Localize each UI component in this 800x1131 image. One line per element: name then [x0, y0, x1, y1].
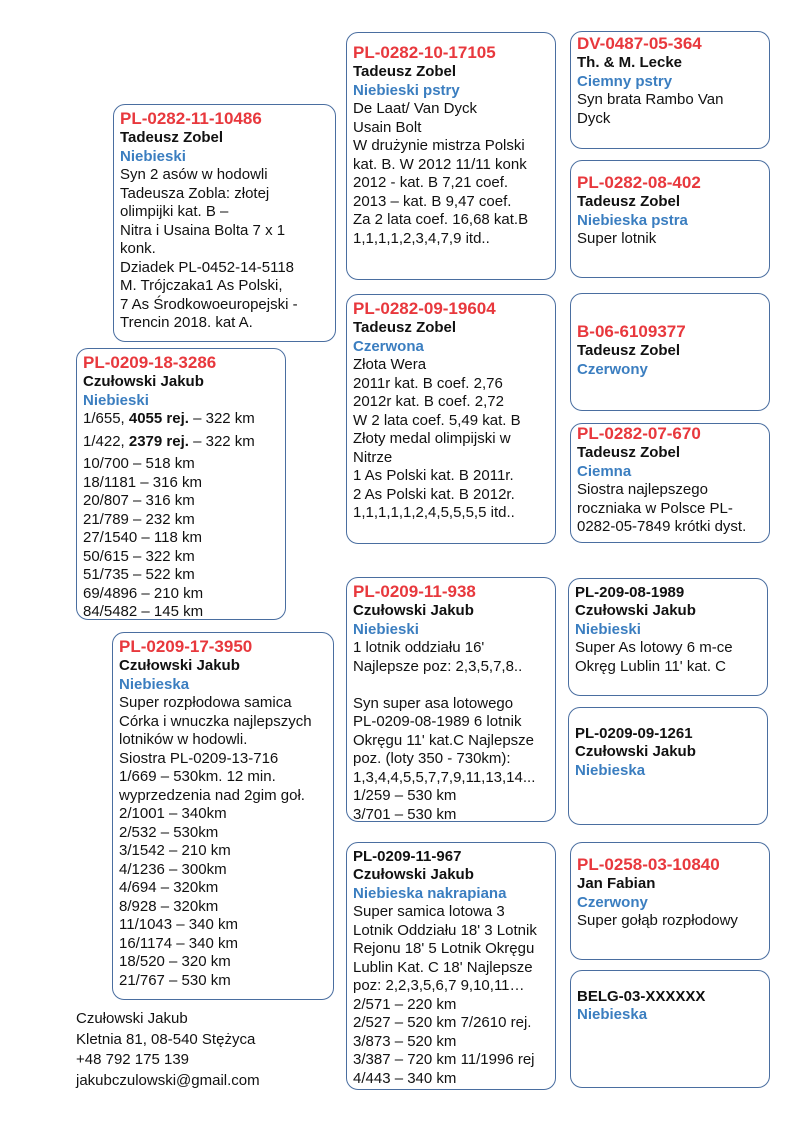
- description-line: [83, 410, 279, 433]
- owner-name: Czułowski Jakub: [83, 373, 204, 390]
- text-segment: 8/928 – 320km: [119, 897, 219, 915]
- description-line: [83, 566, 279, 585]
- ring-number: PL-0282-08-402: [577, 173, 701, 192]
- text-segment: 18/520 – 320 km: [119, 953, 231, 970]
- text-segment: Syn super asa lotowego: [353, 694, 514, 712]
- text-segment: poz. (loty 350 - 730km):: [353, 750, 511, 767]
- description-line: [353, 100, 549, 119]
- text-segment: Rejonu 18' 5 Lotnik Okręgu: [353, 940, 535, 957]
- text-segment: Okręgu 11' kat.C Najlepsze: [353, 731, 535, 749]
- description-line: [353, 787, 549, 806]
- owner-name: Tadeusz Zobel: [577, 342, 681, 359]
- description-line: [353, 174, 549, 193]
- owner-name: Jan Fabian: [577, 875, 656, 892]
- description-line: [120, 166, 329, 185]
- ring-number: B-06-6109377: [577, 322, 686, 341]
- description-line: [575, 639, 761, 658]
- description-line: [353, 903, 549, 922]
- description-line: [119, 916, 327, 935]
- pigeon-card: [346, 294, 556, 544]
- description-line: [353, 137, 549, 156]
- plumage-color: Czerwony: [577, 360, 648, 378]
- text-segment: 3/873 – 520 km: [353, 1032, 457, 1050]
- owner-name: Czułowski Jakub: [119, 657, 240, 674]
- text-segment: 1,3,4,4,5,5,7,7,9,11,13,14...: [353, 768, 536, 786]
- description-line: [353, 393, 549, 412]
- text-segment: 20/807 – 316 km: [83, 492, 195, 509]
- text-segment: 4/1236 – 300km: [119, 860, 227, 878]
- description-line: [577, 91, 763, 110]
- description-line: [119, 861, 327, 880]
- text-segment: Złota Wera: [353, 356, 427, 373]
- text-segment: Super As lotowy 6 m-ce: [575, 639, 733, 656]
- text-segment: Siostra najlepszego: [577, 481, 708, 498]
- text-segment: 21/767 – 530 km: [119, 971, 231, 989]
- description-line: [577, 518, 763, 537]
- text-segment: Złoty medal olimpijski w: [353, 430, 511, 447]
- text-segment: 11/1043 – 340 km: [119, 916, 238, 933]
- description-line: [120, 296, 329, 315]
- ring-number: BELG-03-XXXXXX: [577, 988, 706, 1005]
- text-segment: 3/387 – 720 km 11/1996 rej: [353, 1051, 535, 1068]
- text-segment: Nitrze: [353, 448, 393, 466]
- description-line: [353, 639, 549, 658]
- description-line: [353, 769, 549, 788]
- text-segment: 50/615 – 322 km: [83, 547, 195, 565]
- text-segment: poz: 2,2,3,5,6,7 9,10,11…: [353, 977, 525, 994]
- ring-number: PL-0282-11-10486: [120, 109, 262, 128]
- description-line: [353, 156, 549, 175]
- owner-name: Czułowski Jakub: [575, 602, 696, 619]
- text-segment: Super samica lotowa 3: [353, 903, 505, 920]
- text-segment: 1/422,: [83, 432, 129, 450]
- description-line: [353, 959, 549, 978]
- plumage-color: Niebieski: [353, 620, 419, 638]
- text-segment: Dziadek PL-0452-14-5118: [120, 258, 295, 276]
- description-line: [353, 467, 549, 486]
- ring-number: PL-0209-18-3286: [83, 353, 217, 372]
- description-line: [353, 193, 549, 212]
- ring-number: PL-0282-09-19604: [353, 299, 496, 318]
- plumage-color: Czerwona: [353, 337, 424, 355]
- text-segment: 2012r kat. B coef. 2,72: [353, 393, 504, 410]
- description-line: [577, 912, 763, 931]
- text-segment: Córka i wnuczka najlepszych: [119, 712, 312, 730]
- text-segment: Trencin 2018. kat A.: [120, 314, 253, 331]
- pigeon-card: [570, 842, 770, 960]
- text-segment: – 322 km: [188, 410, 255, 427]
- text-segment: 16/1174 – 340 km: [119, 934, 238, 952]
- description-line: [83, 474, 279, 493]
- text-segment: Usain Bolt: [353, 118, 422, 136]
- description-line: [353, 1051, 549, 1070]
- owner-name: Czułowski Jakub: [353, 866, 474, 883]
- ring-number: PL-0282-10-17105: [353, 43, 496, 62]
- description-line: [119, 731, 327, 750]
- description-line: [353, 119, 549, 138]
- owner-name: Tadeusz Zobel: [353, 319, 457, 336]
- breeder-phone: +48 792 175 139: [76, 1051, 190, 1068]
- description-line: [119, 824, 327, 843]
- plumage-color: Niebieski: [575, 620, 641, 638]
- plumage-color: Niebieska pstra: [577, 211, 688, 229]
- text-segment: W 2 lata coef. 5,49 kat. B: [353, 411, 521, 429]
- owner-name: Czułowski Jakub: [575, 743, 696, 760]
- text-segment: 2/532 – 530km: [119, 823, 219, 841]
- owner-name: Czułowski Jakub: [353, 602, 474, 619]
- description-line: [575, 658, 761, 677]
- text-segment: 27/1540 – 118 km: [83, 529, 202, 546]
- description-line: [353, 806, 549, 823]
- text-segment: Super lotnik: [577, 230, 657, 247]
- description-line: [83, 603, 279, 620]
- text-segment: 10/700 – 518 km: [83, 455, 195, 472]
- pigeon-card: [76, 348, 286, 620]
- description-line: [119, 953, 327, 972]
- description-line: [353, 713, 549, 732]
- text-segment: Okręg Lublin 11' kat. C: [575, 657, 726, 675]
- description-line: [120, 314, 329, 333]
- plumage-color: Niebieska: [577, 1006, 648, 1023]
- text-segment: – 322 km: [188, 432, 255, 450]
- text-segment: 84/5482 – 145 km: [83, 603, 204, 620]
- description-line: [353, 922, 549, 941]
- pigeon-card: [570, 31, 770, 149]
- description-line: [353, 412, 549, 431]
- description-line: [119, 879, 327, 898]
- pigeon-card: [570, 970, 770, 1088]
- text-segment: 1/669 – 530km. 12 min.: [119, 768, 276, 785]
- text-segment: 3/701 – 530 km: [353, 805, 457, 822]
- breeder-email: jakubczulowski@gmail.com: [76, 1071, 260, 1089]
- description-line: [353, 977, 549, 996]
- pigeon-card: [570, 160, 770, 278]
- text-segment: 1,1,1,1,1,2,4,5,5,5,5 itd..: [353, 504, 515, 521]
- text-segment: wyprzedzenia nad 2gim goł.: [119, 786, 305, 804]
- description-line: [119, 694, 327, 713]
- pigeon-card: [346, 32, 556, 280]
- pigeon-card: [346, 842, 556, 1090]
- description-line: [353, 658, 549, 677]
- text-segment: 2/527 – 520 km 7/2610 rej.: [353, 1014, 532, 1031]
- highlight-result: *3/2379 rej.: [128, 432, 189, 450]
- ring-number: PL-0209-11-938: [353, 582, 476, 601]
- ring-number: PL-0209-17-3950: [119, 637, 253, 656]
- text-segment: 2012 - kat. B 7,21 coef.: [353, 174, 509, 191]
- description-line: [353, 504, 549, 523]
- pigeon-card: [570, 293, 770, 411]
- text-segment: lotników w hodowli.: [119, 731, 248, 748]
- text-segment: M. Trójczaka1 As Polski,: [120, 277, 283, 294]
- text-segment: PL-0209-08-1989 6 lotnik: [353, 713, 522, 730]
- ring-number: PL-0258-03-10840: [577, 855, 720, 874]
- text-segment: 2/1001 – 340km: [119, 805, 227, 822]
- description-line: [83, 585, 279, 604]
- text-segment: 3/1542 – 210 km: [119, 842, 231, 859]
- plumage-color: Niebieska: [575, 761, 646, 779]
- description-line: [83, 455, 279, 474]
- description-line: [83, 548, 279, 567]
- text-segment: 2011r kat. B coef. 2,76: [353, 374, 503, 392]
- owner-name: Tadeusz Zobel: [577, 193, 681, 210]
- text-segment: 0282-05-7849 krótki dyst.: [577, 518, 747, 535]
- text-segment: 51/735 – 522 km: [83, 566, 195, 583]
- description-line: [353, 676, 549, 695]
- description-line: [119, 768, 327, 787]
- description-line: [353, 449, 549, 468]
- text-segment: 1 lotnik oddziału 16': [353, 639, 485, 656]
- description-line: [120, 277, 329, 296]
- text-segment: 69/4896 – 210 km: [83, 584, 204, 602]
- description-line: [119, 898, 327, 917]
- highlight-result: *1/4055 rej.: [128, 410, 189, 427]
- description-line: [120, 222, 329, 241]
- pigeon-card: [568, 707, 768, 825]
- ring-number: PL-0209-11-967: [353, 848, 462, 865]
- description-line: [577, 230, 763, 249]
- pigeon-card: [112, 632, 334, 1000]
- description-line: [120, 259, 329, 278]
- description-line: [119, 842, 327, 861]
- text-segment: Lotnik Oddziału 18' 3 Lotnik: [353, 921, 537, 939]
- text-segment: Za 2 lata coef. 16,68 kat.B: [353, 211, 529, 228]
- description-line: [119, 787, 327, 806]
- description-line: [353, 996, 549, 1015]
- text-segment: 2013 – kat. B 9,47 coef.: [353, 192, 512, 210]
- owner-name: Th. & M. Lecke: [577, 54, 683, 71]
- text-segment: Dyck: [577, 109, 611, 127]
- pigeon-card: [113, 104, 336, 342]
- text-segment: Nitra i Usaina Bolta 7 x 1: [120, 221, 286, 239]
- description-line: [353, 375, 549, 394]
- description-line: [83, 529, 279, 548]
- text-segment: konk.: [120, 240, 156, 257]
- description-line: [353, 695, 549, 714]
- text-segment: 2 As Polski kat. B 2012r.: [353, 485, 515, 503]
- breeder-contact: [76, 1009, 260, 1091]
- description-line: [353, 356, 549, 375]
- owner-name: Tadeusz Zobel: [577, 444, 681, 461]
- text-segment: olimpijki kat. B –: [120, 203, 229, 220]
- description-line: [353, 1070, 549, 1089]
- ring-number: DV-0487-05-364: [577, 34, 702, 53]
- description-line: [353, 1014, 549, 1033]
- description-line: [353, 486, 549, 505]
- text-segment: 1 As Polski kat. B 2011r.: [353, 467, 514, 484]
- pigeon-card: [346, 577, 556, 822]
- description-line: [353, 430, 549, 449]
- description-line: [83, 511, 279, 530]
- text-segment: 1,1,1,1,2,3,4,7,9 itd..: [353, 229, 490, 247]
- breeder-name: Czułowski Jakub: [76, 1010, 188, 1027]
- description-line: [353, 230, 549, 249]
- text-segment: Syn brata Rambo Van: [577, 91, 724, 108]
- description-line: [120, 240, 329, 259]
- description-line: [120, 185, 329, 204]
- text-segment: Tadeusza Zobla: złotej: [120, 184, 270, 202]
- description-line: [119, 750, 327, 769]
- ring-number: PL-209-08-1989: [575, 584, 685, 601]
- plumage-color: Niebieska nakrapiana: [353, 884, 507, 902]
- owner-name: Tadeusz Zobel: [353, 63, 457, 80]
- description-line: [353, 732, 549, 751]
- text-segment: 21/789 – 232 km: [83, 510, 195, 528]
- description-line: [577, 500, 763, 519]
- plumage-color: Niebieski: [83, 391, 149, 409]
- plumage-color: Niebieski pstry: [353, 81, 460, 99]
- ring-number: PL-0282-07-670: [577, 424, 701, 443]
- text-segment: 4/694 – 320km: [119, 879, 219, 896]
- plumage-color: Niebieska: [119, 675, 190, 693]
- text-segment: 4/443 – 340 km: [353, 1069, 457, 1087]
- description-line: [119, 713, 327, 732]
- description-line: [119, 805, 327, 824]
- description-line: [119, 972, 327, 991]
- owner-name: Tadeusz Zobel: [120, 129, 224, 146]
- description-line: [577, 110, 763, 129]
- description-line: [353, 211, 549, 230]
- breeder-address: Kletnia 81, 08-540 Stężyca: [76, 1030, 256, 1048]
- description-line: [83, 433, 279, 456]
- text-segment: 7 As Środkowoeuropejski -: [120, 295, 298, 313]
- text-segment: 1/655,: [83, 410, 129, 427]
- description-line: [577, 481, 763, 500]
- text-segment: Super rozpłodowa samica: [119, 694, 292, 711]
- text-segment: Lublin Kat. C 18' Najlepsze: [353, 958, 533, 976]
- description-line: [353, 940, 549, 959]
- description-line: [119, 935, 327, 954]
- text-segment: Syn 2 asów w hodowli: [120, 166, 268, 183]
- plumage-color: Czerwony: [577, 893, 648, 911]
- text-segment: roczniaka w Polsce PL-: [577, 499, 733, 517]
- text-segment: Najlepsze poz: 2,3,5,7,8..: [353, 657, 523, 675]
- pigeon-card: [568, 578, 768, 696]
- description-line: [83, 492, 279, 511]
- ring-number: PL-0209-09-1261: [575, 725, 693, 742]
- text-segment: 1/259 – 530 km: [353, 787, 457, 804]
- description-line: [353, 1033, 549, 1052]
- plumage-color: Niebieski: [120, 147, 186, 165]
- text-segment: 2/571 – 220 km: [353, 995, 457, 1013]
- text-segment: De Laat/ Van Dyck: [353, 100, 477, 117]
- description-line: [120, 203, 329, 222]
- plumage-color: Ciemna: [577, 462, 632, 480]
- text-segment: Siostra PL-0209-13-716: [119, 749, 279, 767]
- description-line: [353, 750, 549, 769]
- plumage-color: Ciemny pstry: [577, 72, 673, 90]
- text-segment: kat. B. W 2012 11/11 konk: [353, 155, 527, 173]
- text-segment: Super gołąb rozpłodowy: [577, 912, 738, 929]
- text-segment: 18/1181 – 316 km: [83, 473, 202, 491]
- text-segment: W drużynie mistrza Polski: [353, 137, 525, 154]
- pigeon-card: [570, 423, 770, 543]
